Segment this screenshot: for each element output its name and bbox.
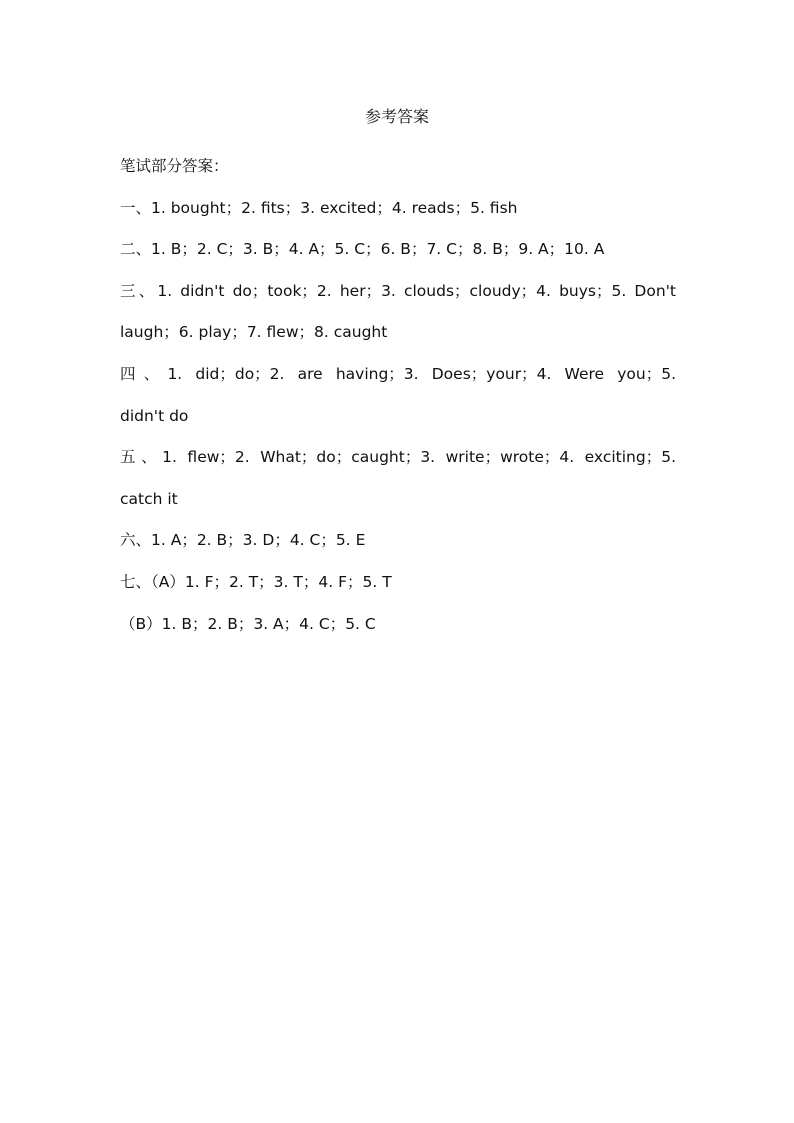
answer-line-section-7a: 七、（A）1. F；2. T；3. T；4. F；5. T [120,572,392,591]
answer-line-section-3: 三、1. didn't do；took；2. her；3. clouds；cloudy；4. buys；5. Don't [120,281,676,300]
answer-line-section-4: 四、1. did；do；2. are having；3. Does；your；4. Were you；5. [120,364,676,383]
answer-line-section-7b: （B）1. B；2. B；3. A；4. C；5. C [120,614,376,633]
answer-line-section-5-continued: catch it [120,489,178,508]
answer-line-section-4-continued: didn't do [120,406,189,425]
answer-line-section-1: 一、1. bought；2. fits；3. excited；4. reads；5. fish [120,198,518,217]
answer-line-section-5: 五、1. flew；2. What；do；caught；3. write；wrote；4. exciting；5. [120,448,676,467]
section-heading-written-answers: 笔试部分答案： [120,157,229,175]
answer-line-section-2: 二、1. B；2. C；3. B；4. A；5. C；6. B；7. C；8. B；9. A；10. A [120,240,605,259]
answer-line-section-6: 六、1. A；2. B；3. D；4. C；5. E [120,531,366,550]
answer-list [120,146,676,645]
answer-line-section-3-continued: laugh；6. play；7. flew；8. caught [120,323,388,342]
page-title: 参考答案 [364,107,429,126]
